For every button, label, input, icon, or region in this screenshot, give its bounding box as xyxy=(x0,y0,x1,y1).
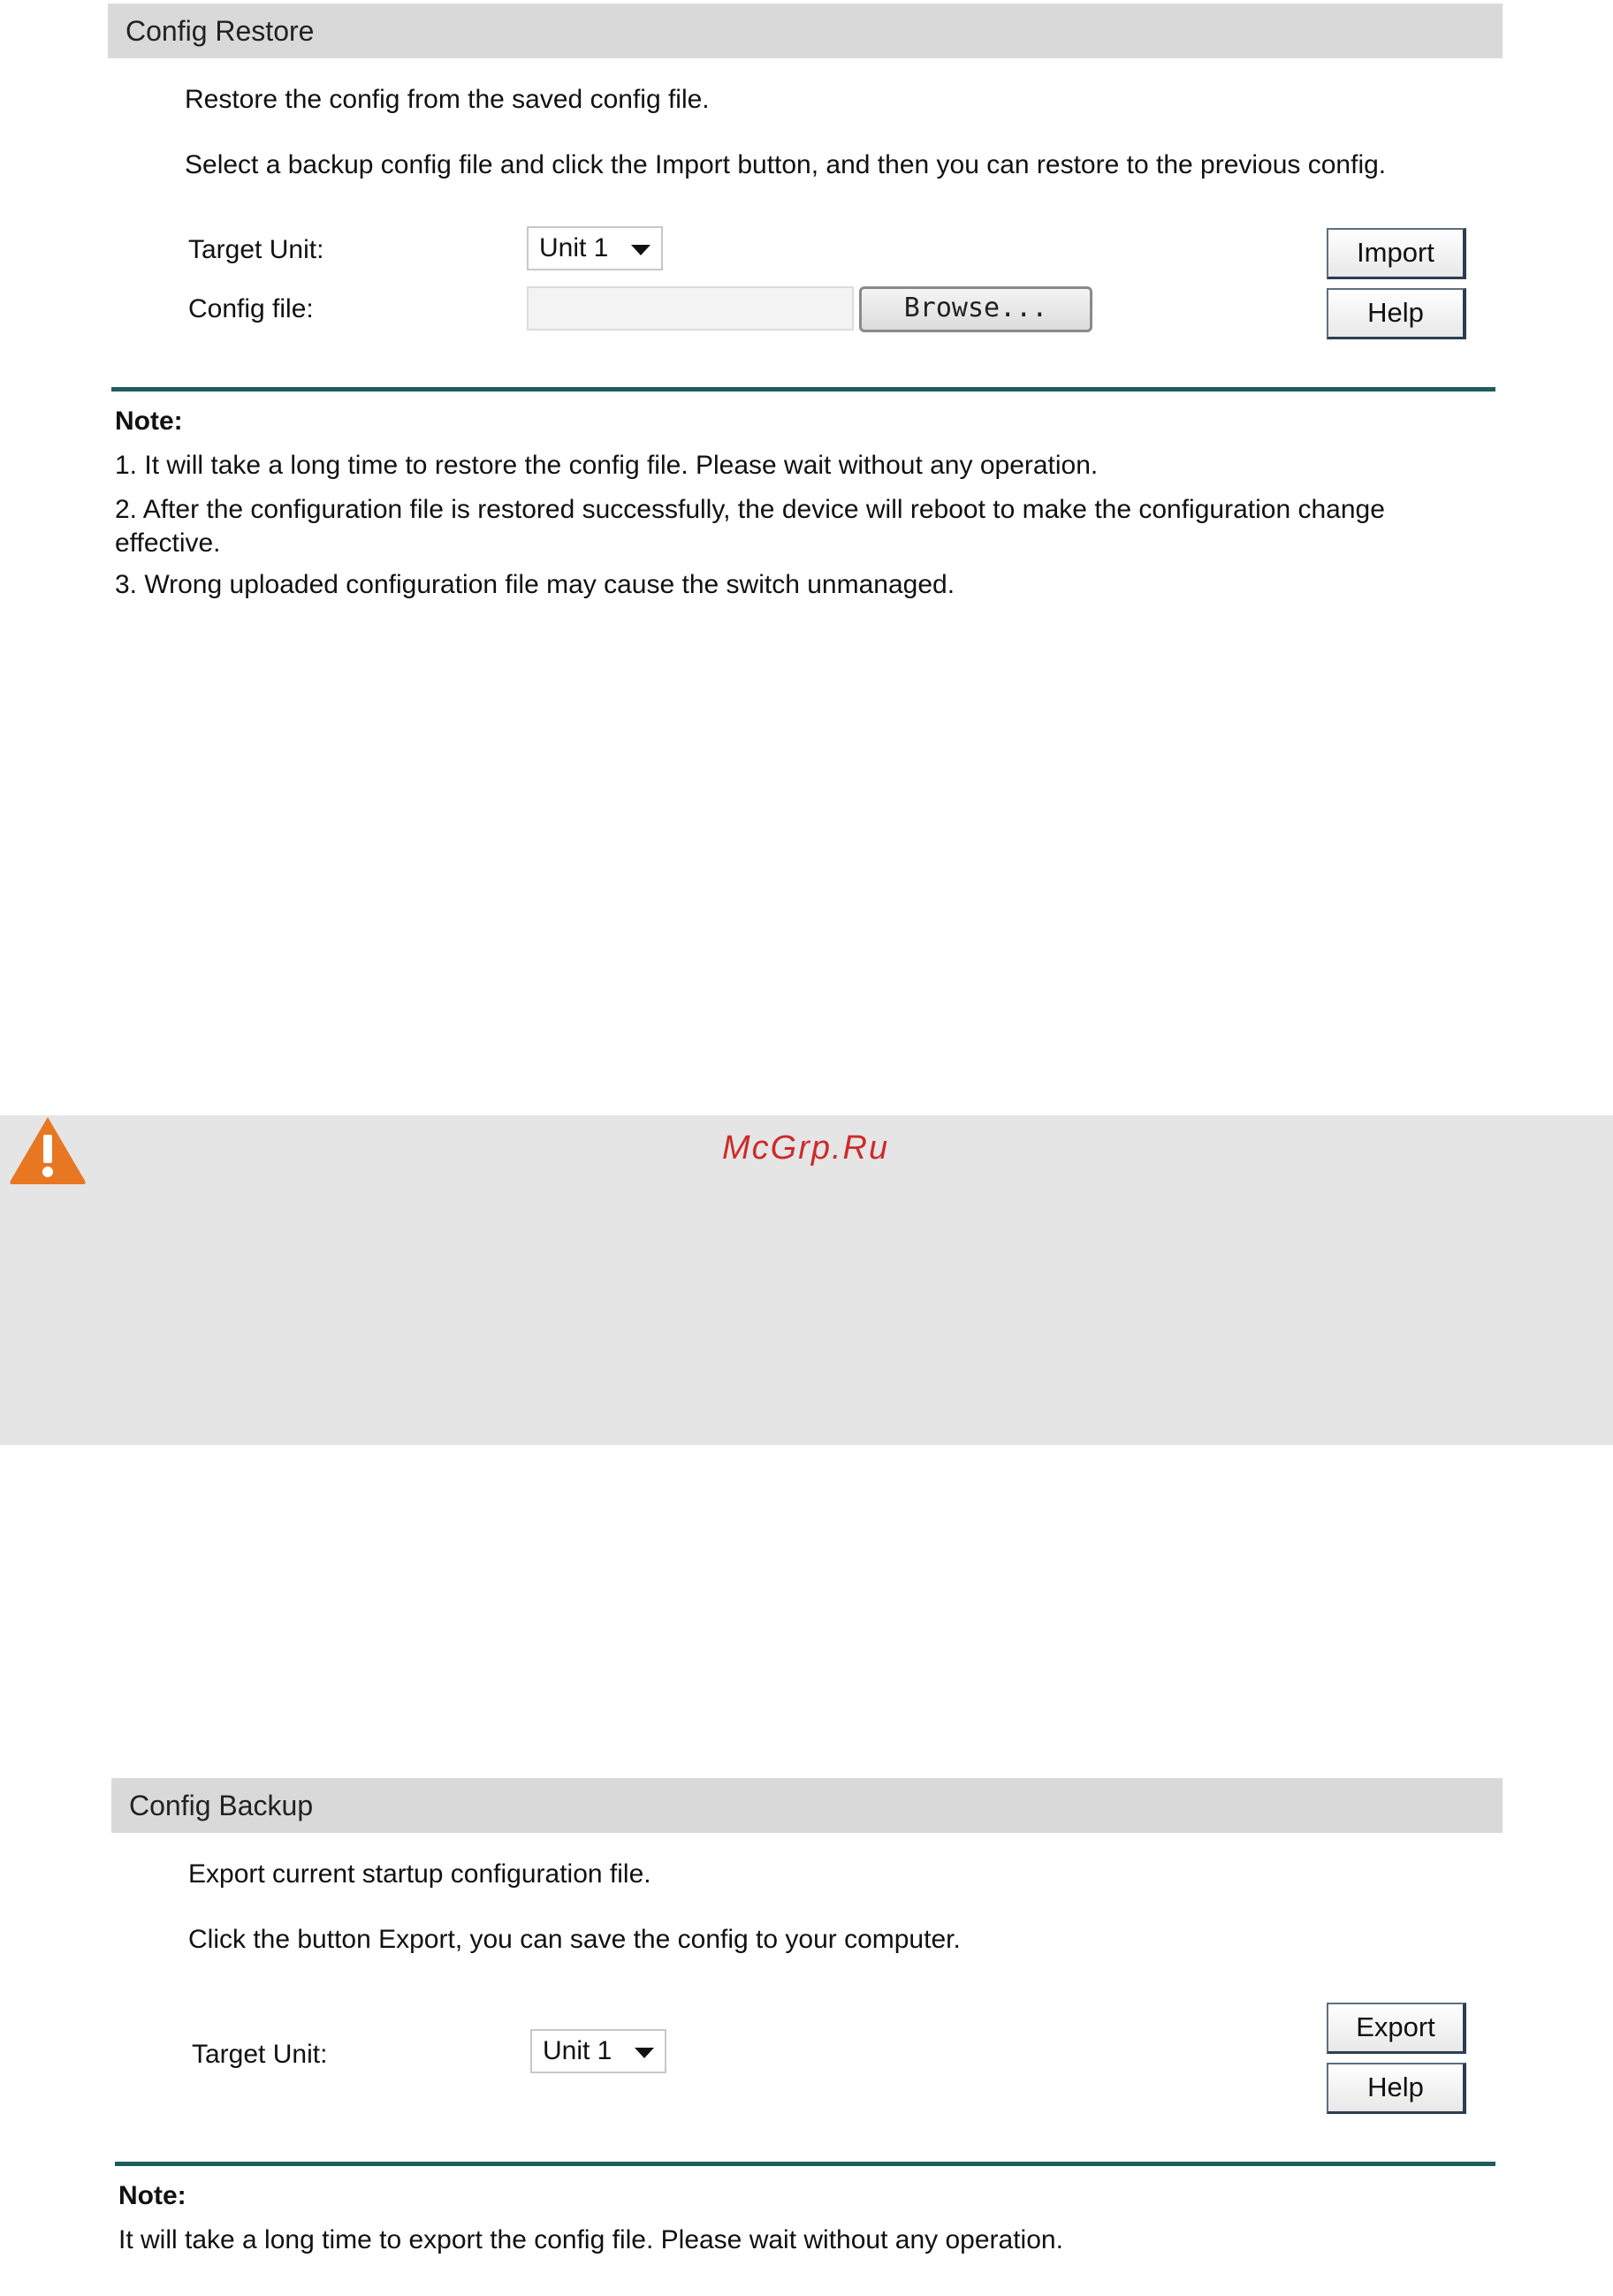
restore-help-button[interactable]: Help xyxy=(1327,288,1466,339)
backup-target-unit-label: Target Unit: xyxy=(192,2040,328,2069)
export-button[interactable]: Export xyxy=(1327,2003,1466,2054)
backup-target-unit-select[interactable] xyxy=(530,2029,666,2073)
chevron-down-icon xyxy=(631,245,651,255)
restore-divider xyxy=(111,387,1495,392)
restore-target-unit-select[interactable] xyxy=(527,226,663,270)
watermark: McGrp.Ru xyxy=(722,1129,890,1167)
restore-description: Restore the config from the saved config file. xyxy=(185,85,710,114)
config-backup-header: Config Backup xyxy=(111,1778,1503,1833)
restore-note-3: 3. Wrong uploaded configuration file may cause the switch unmanaged. xyxy=(115,570,955,599)
config-file-label: Config file: xyxy=(188,294,314,323)
config-restore-header: Config Restore xyxy=(108,4,1503,58)
config-file-input[interactable] xyxy=(527,286,854,331)
warning-icon xyxy=(7,1114,88,1184)
restore-target-unit-label: Target Unit: xyxy=(188,235,324,264)
restore-note-title: Note: xyxy=(115,407,183,436)
restore-note-1: 1. It will take a long time to restore the config file. Please wait without any operation. xyxy=(115,451,1099,480)
backup-description: Export current startup configuration file. xyxy=(188,1859,651,1889)
backup-instructions: Click the button Export, you can save the config to your computer. xyxy=(188,1925,961,1954)
restore-target-unit-value: Unit 1 xyxy=(539,233,609,262)
backup-note-title: Note: xyxy=(118,2181,186,2210)
backup-divider xyxy=(115,2162,1495,2166)
import-button[interactable]: Import xyxy=(1327,228,1466,279)
restore-note-2: 2. After the configuration file is restored successfully, the device will reboot to make the configuration change effective. xyxy=(115,495,1385,558)
backup-target-unit-value: Unit 1 xyxy=(543,2036,612,2065)
browse-button[interactable]: Browse... xyxy=(859,286,1092,332)
chevron-down-icon xyxy=(635,2048,654,2058)
restore-instructions: Select a backup config file and click the Import button, and then you can restore to the previous config. xyxy=(185,150,1387,179)
backup-note: It will take a long time to export the config file. Please wait without any operation. xyxy=(118,2225,1063,2254)
backup-help-button[interactable]: Help xyxy=(1327,2063,1466,2114)
